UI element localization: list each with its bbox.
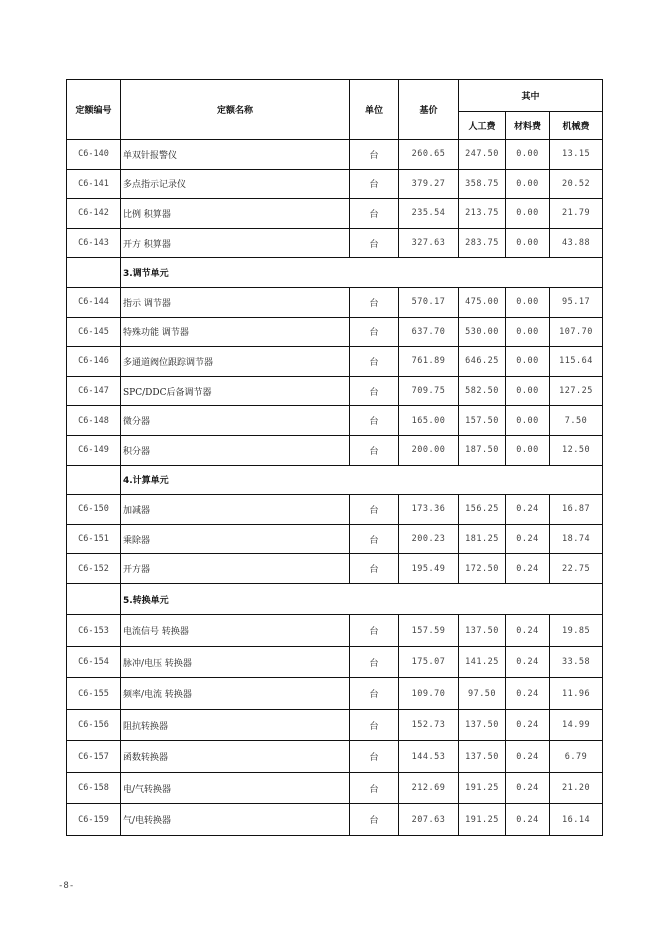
cell-machine: 33.58 [550,646,603,678]
section-title: 5.转换单元 [121,583,603,615]
cell-name: 加减器 [121,495,350,525]
cell-machine: 22.75 [550,554,603,584]
cell-name: 电流信号 转换器 [121,615,350,647]
cell-name: SPC/DDC后备调节器 [121,376,350,406]
cell-labor: 172.50 [459,554,506,584]
section-code-cell [67,465,121,495]
table-row [67,140,603,170]
cell-name: 多点指示记录仪 [121,169,350,199]
cell-unit: 台 [350,741,399,773]
cell-material: 0.24 [506,741,550,773]
cell-material: 0.24 [506,495,550,525]
section-title: 4.计算单元 [121,465,603,495]
table-row [67,495,603,525]
cell-code: C6-153 [67,615,121,647]
cell-labor: 530.00 [459,317,506,347]
cell-machine: 18.74 [550,524,603,554]
table-row [67,406,603,436]
cell-labor: 283.75 [459,228,506,258]
cell-labor: 582.50 [459,376,506,406]
cell-code: C6-146 [67,347,121,377]
cell-name: 指示 调节器 [121,287,350,317]
table-row [67,709,603,741]
cell-base: 200.00 [399,435,459,465]
quota-table [66,79,603,836]
cell-unit: 台 [350,804,399,836]
header-material: 材料费 [506,112,550,140]
cell-labor: 191.25 [459,772,506,804]
cell-code: C6-158 [67,772,121,804]
table-row [67,169,603,199]
cell-code: C6-156 [67,709,121,741]
table-row [67,804,603,836]
cell-base: 637.70 [399,317,459,347]
cell-unit: 台 [350,140,399,170]
cell-base: 195.49 [399,554,459,584]
cell-unit: 台 [350,228,399,258]
cell-unit: 台 [350,435,399,465]
cell-code: C6-141 [67,169,121,199]
cell-unit: 台 [350,406,399,436]
cell-labor: 181.25 [459,524,506,554]
cell-unit: 台 [350,615,399,647]
cell-material: 0.00 [506,228,550,258]
cell-code: C6-144 [67,287,121,317]
cell-base: 260.65 [399,140,459,170]
cell-name: 单双针报警仪 [121,140,350,170]
cell-base: 327.63 [399,228,459,258]
cell-labor: 97.50 [459,678,506,710]
cell-material: 0.24 [506,615,550,647]
cell-machine: 107.70 [550,317,603,347]
cell-base: 379.27 [399,169,459,199]
cell-material: 0.00 [506,140,550,170]
table-row [67,524,603,554]
table-row [67,615,603,647]
cell-material: 0.00 [506,406,550,436]
cell-base: 157.59 [399,615,459,647]
cell-machine: 11.96 [550,678,603,710]
section-code-cell [67,258,121,288]
cell-name: 开方器 [121,554,350,584]
cell-code: C6-143 [67,228,121,258]
cell-machine: 115.64 [550,347,603,377]
cell-code: C6-149 [67,435,121,465]
cell-name: 积分器 [121,435,350,465]
cell-code: C6-142 [67,199,121,229]
section-title: 3.调节单元 [121,258,603,288]
cell-labor: 156.25 [459,495,506,525]
cell-name: 多通道阀位跟踪调节器 [121,347,350,377]
cell-material: 0.00 [506,199,550,229]
cell-code: C6-152 [67,554,121,584]
header-labor: 人工费 [459,112,506,140]
cell-unit: 台 [350,678,399,710]
cell-base: 173.36 [399,495,459,525]
cell-unit: 台 [350,347,399,377]
section-row [67,258,603,288]
cell-labor: 141.25 [459,646,506,678]
cell-code: C6-155 [67,678,121,710]
cell-base: 144.53 [399,741,459,773]
cell-name: 比例 积算器 [121,199,350,229]
cell-code: C6-157 [67,741,121,773]
cell-labor: 247.50 [459,140,506,170]
cell-machine: 43.88 [550,228,603,258]
cell-name: 函数转换器 [121,741,350,773]
cell-name: 特殊功能 调节器 [121,317,350,347]
table-row [67,741,603,773]
cell-base: 235.54 [399,199,459,229]
cell-labor: 157.50 [459,406,506,436]
cell-unit: 台 [350,709,399,741]
table-row [67,376,603,406]
cell-base: 570.17 [399,287,459,317]
cell-name: 阻抗转换器 [121,709,350,741]
cell-labor: 187.50 [459,435,506,465]
cell-material: 0.24 [506,709,550,741]
cell-code: C6-150 [67,495,121,525]
cell-code: C6-151 [67,524,121,554]
cell-base: 761.89 [399,347,459,377]
cell-unit: 台 [350,376,399,406]
cell-labor: 137.50 [459,709,506,741]
cell-name: 脉冲/电压 转换器 [121,646,350,678]
cell-material: 0.00 [506,169,550,199]
table-row [67,772,603,804]
cell-material: 0.24 [506,772,550,804]
cell-code: C6-154 [67,646,121,678]
cell-base: 175.07 [399,646,459,678]
page-number: -8- [58,881,75,891]
cell-unit: 台 [350,317,399,347]
cell-machine: 6.79 [550,741,603,773]
cell-material: 0.00 [506,376,550,406]
cell-base: 709.75 [399,376,459,406]
section-row [67,465,603,495]
cell-unit: 台 [350,169,399,199]
cell-machine: 16.87 [550,495,603,525]
cell-labor: 213.75 [459,199,506,229]
section-code-cell [67,583,121,615]
cell-labor: 475.00 [459,287,506,317]
table-body [67,140,603,836]
cell-code: C6-140 [67,140,121,170]
cell-machine: 13.15 [550,140,603,170]
cell-unit: 台 [350,524,399,554]
header-machine: 机械费 [550,112,603,140]
cell-unit: 台 [350,199,399,229]
table-row [67,347,603,377]
cell-code: C6-147 [67,376,121,406]
cell-base: 165.00 [399,406,459,436]
cell-code: C6-148 [67,406,121,436]
cell-machine: 19.85 [550,615,603,647]
cell-machine: 21.20 [550,772,603,804]
cell-name: 乘除器 [121,524,350,554]
cell-material: 0.24 [506,678,550,710]
header-unit: 单位 [350,80,399,140]
header-of-which: 其中 [459,80,603,112]
cell-material: 0.24 [506,804,550,836]
cell-name: 电/气转换器 [121,772,350,804]
cell-name: 微分器 [121,406,350,436]
cell-unit: 台 [350,287,399,317]
cell-name: 频率/电流 转换器 [121,678,350,710]
cell-labor: 191.25 [459,804,506,836]
cell-machine: 95.17 [550,287,603,317]
cell-code: C6-159 [67,804,121,836]
cell-machine: 21.79 [550,199,603,229]
cell-material: 0.00 [506,347,550,377]
table-row [67,554,603,584]
header-name: 定额名称 [121,80,350,140]
table-row [67,678,603,710]
cell-machine: 12.50 [550,435,603,465]
cell-unit: 台 [350,646,399,678]
cell-base: 200.23 [399,524,459,554]
table-row [67,435,603,465]
cell-machine: 16.14 [550,804,603,836]
cell-labor: 646.25 [459,347,506,377]
cell-machine: 20.52 [550,169,603,199]
cell-code: C6-145 [67,317,121,347]
cell-labor: 137.50 [459,615,506,647]
cell-unit: 台 [350,772,399,804]
cell-base: 109.70 [399,678,459,710]
table-row [67,228,603,258]
cell-machine: 14.99 [550,709,603,741]
cell-unit: 台 [350,554,399,584]
cell-labor: 358.75 [459,169,506,199]
cell-material: 0.24 [506,554,550,584]
section-row [67,583,603,615]
cell-base: 152.73 [399,709,459,741]
cell-machine: 127.25 [550,376,603,406]
cell-material: 0.00 [506,287,550,317]
table-row [67,646,603,678]
cell-labor: 137.50 [459,741,506,773]
cell-material: 0.00 [506,317,550,347]
cell-base: 207.63 [399,804,459,836]
cell-name: 开方 积算器 [121,228,350,258]
cell-material: 0.24 [506,646,550,678]
cell-machine: 7.50 [550,406,603,436]
table-row [67,287,603,317]
cell-unit: 台 [350,495,399,525]
header-base-price: 基价 [399,80,459,140]
table-row [67,317,603,347]
table-row [67,199,603,229]
cell-material: 0.24 [506,524,550,554]
cell-base: 212.69 [399,772,459,804]
header-code: 定额编号 [67,80,121,140]
cell-name: 气/电转换器 [121,804,350,836]
cell-material: 0.00 [506,435,550,465]
